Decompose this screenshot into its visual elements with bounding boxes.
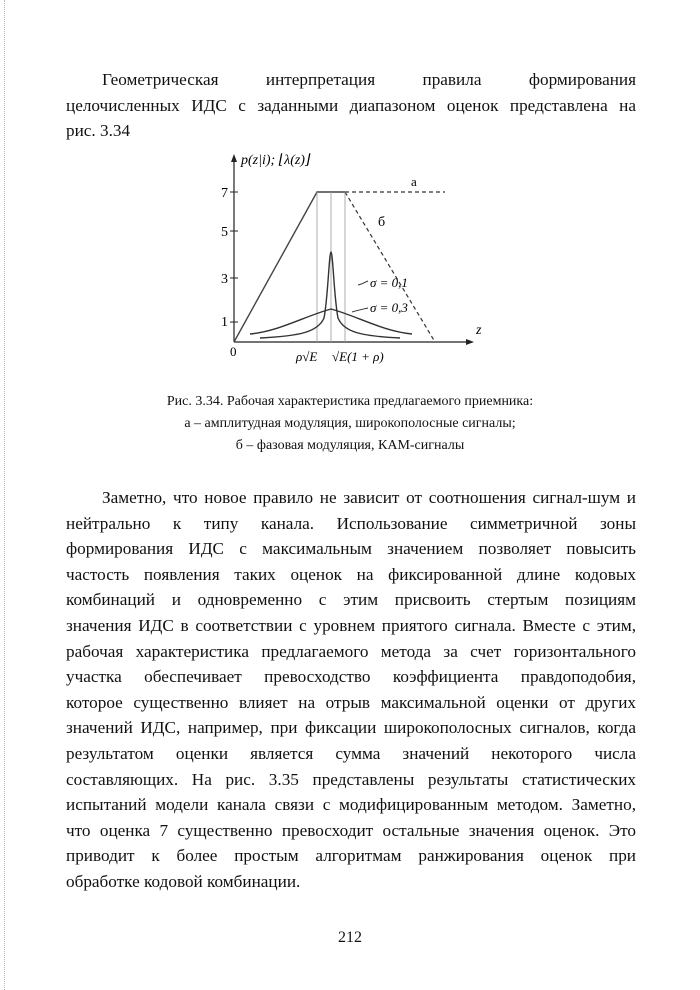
paragraph-body bbox=[66, 485, 636, 895]
curve-b-dashed bbox=[345, 192, 435, 342]
caption-line-b: б – фазовая модуляция, КАМ-сигналы bbox=[235, 438, 465, 453]
text-line: целочисленных ИДС с заданными диапазоном оценок представлена на bbox=[66, 95, 636, 115]
text-line: составляющих. На рис. 3.35 представлены результаты статистических bbox=[66, 769, 636, 789]
figure-caption bbox=[60, 391, 640, 457]
x-tick-label: ρ√E bbox=[296, 349, 318, 364]
curve-label-sigma1: σ = 0,1 bbox=[370, 275, 408, 290]
text-line: нейтрально к типу канала. Использование симметричной зоны bbox=[66, 513, 636, 533]
text-line: Заметно, что новое правило не зависит от соотношения сигнал-шум и bbox=[102, 488, 636, 507]
text-line: формирования ИДС с максимальным значением позволяет повысить bbox=[66, 539, 636, 559]
curve-label-a: а bbox=[411, 174, 417, 189]
caption-line-a: а – амплитудная модуляция, широкополосные сигналы; bbox=[184, 416, 516, 431]
text-line: комбинаций и одновременно с этим присвоить стертым позициям bbox=[66, 590, 636, 610]
y-tick-label: 3 bbox=[221, 272, 228, 287]
origin-label: 0 bbox=[230, 344, 237, 359]
text-line: обработке кодовой комбинации. bbox=[66, 871, 301, 891]
text-line: частость появления таких оценок на фиксированной длине кодовых bbox=[66, 564, 636, 584]
figure-3-34 bbox=[200, 148, 490, 383]
text-line: приводит к более простым алгоритмам ранжирования оценок при bbox=[66, 846, 636, 866]
page-number: 212 bbox=[338, 929, 362, 946]
text-line: испытаний модели канала связи с модифицированным методом. Заметно, bbox=[66, 795, 636, 815]
x-tick-label: √E(1 + ρ) bbox=[332, 349, 384, 364]
text-line: рис. 3.34 bbox=[66, 121, 131, 141]
text-line: что оценка 7 существенно превосходит остальные значения оценок. Это bbox=[66, 820, 636, 840]
page-edge-dotted-line bbox=[4, 0, 5, 990]
text-line: значения ИДС в соответствии с уровнем приятого сигнала. Вместе с этим, bbox=[66, 615, 636, 635]
caption-title: Рис. 3.34. Рабочая характеристика предлагаемого приемника: bbox=[166, 394, 534, 409]
text-line: рабочая характеристика предлагаемого метода за счет горизонтального bbox=[66, 641, 636, 661]
y-axis-label: p(z|i); ⌊λ(z)⌋ bbox=[241, 153, 311, 168]
y-tick-label: 1 bbox=[221, 315, 228, 330]
y-axis-arrow bbox=[231, 154, 237, 162]
text-line: значений ИДС, например, при фиксации широкополосных сигналов, когда bbox=[66, 718, 636, 738]
y-tick-label: 5 bbox=[221, 225, 228, 240]
text-line: участка обеспечивает превосходство коэффициента правдоподобия, bbox=[66, 667, 636, 687]
curve-trapezoid bbox=[234, 192, 345, 342]
curve-gaussian-narrow bbox=[260, 252, 400, 338]
y-tick-label: 7 bbox=[221, 186, 228, 201]
paragraph-intro bbox=[66, 67, 636, 144]
x-axis-arrow bbox=[466, 339, 474, 345]
text-line: результатом оценки является сумма значений некоторого числа bbox=[66, 743, 636, 763]
text-line: Геометрическая интерпретация правила формирования bbox=[102, 70, 636, 89]
x-axis-label: z bbox=[476, 323, 482, 338]
curve-label-b: б bbox=[378, 215, 386, 230]
curve-label-sigma2: σ = 0,3 bbox=[370, 300, 408, 315]
text-line: которое существенно влияет на отрыв максимальной оценки от других bbox=[66, 692, 636, 712]
